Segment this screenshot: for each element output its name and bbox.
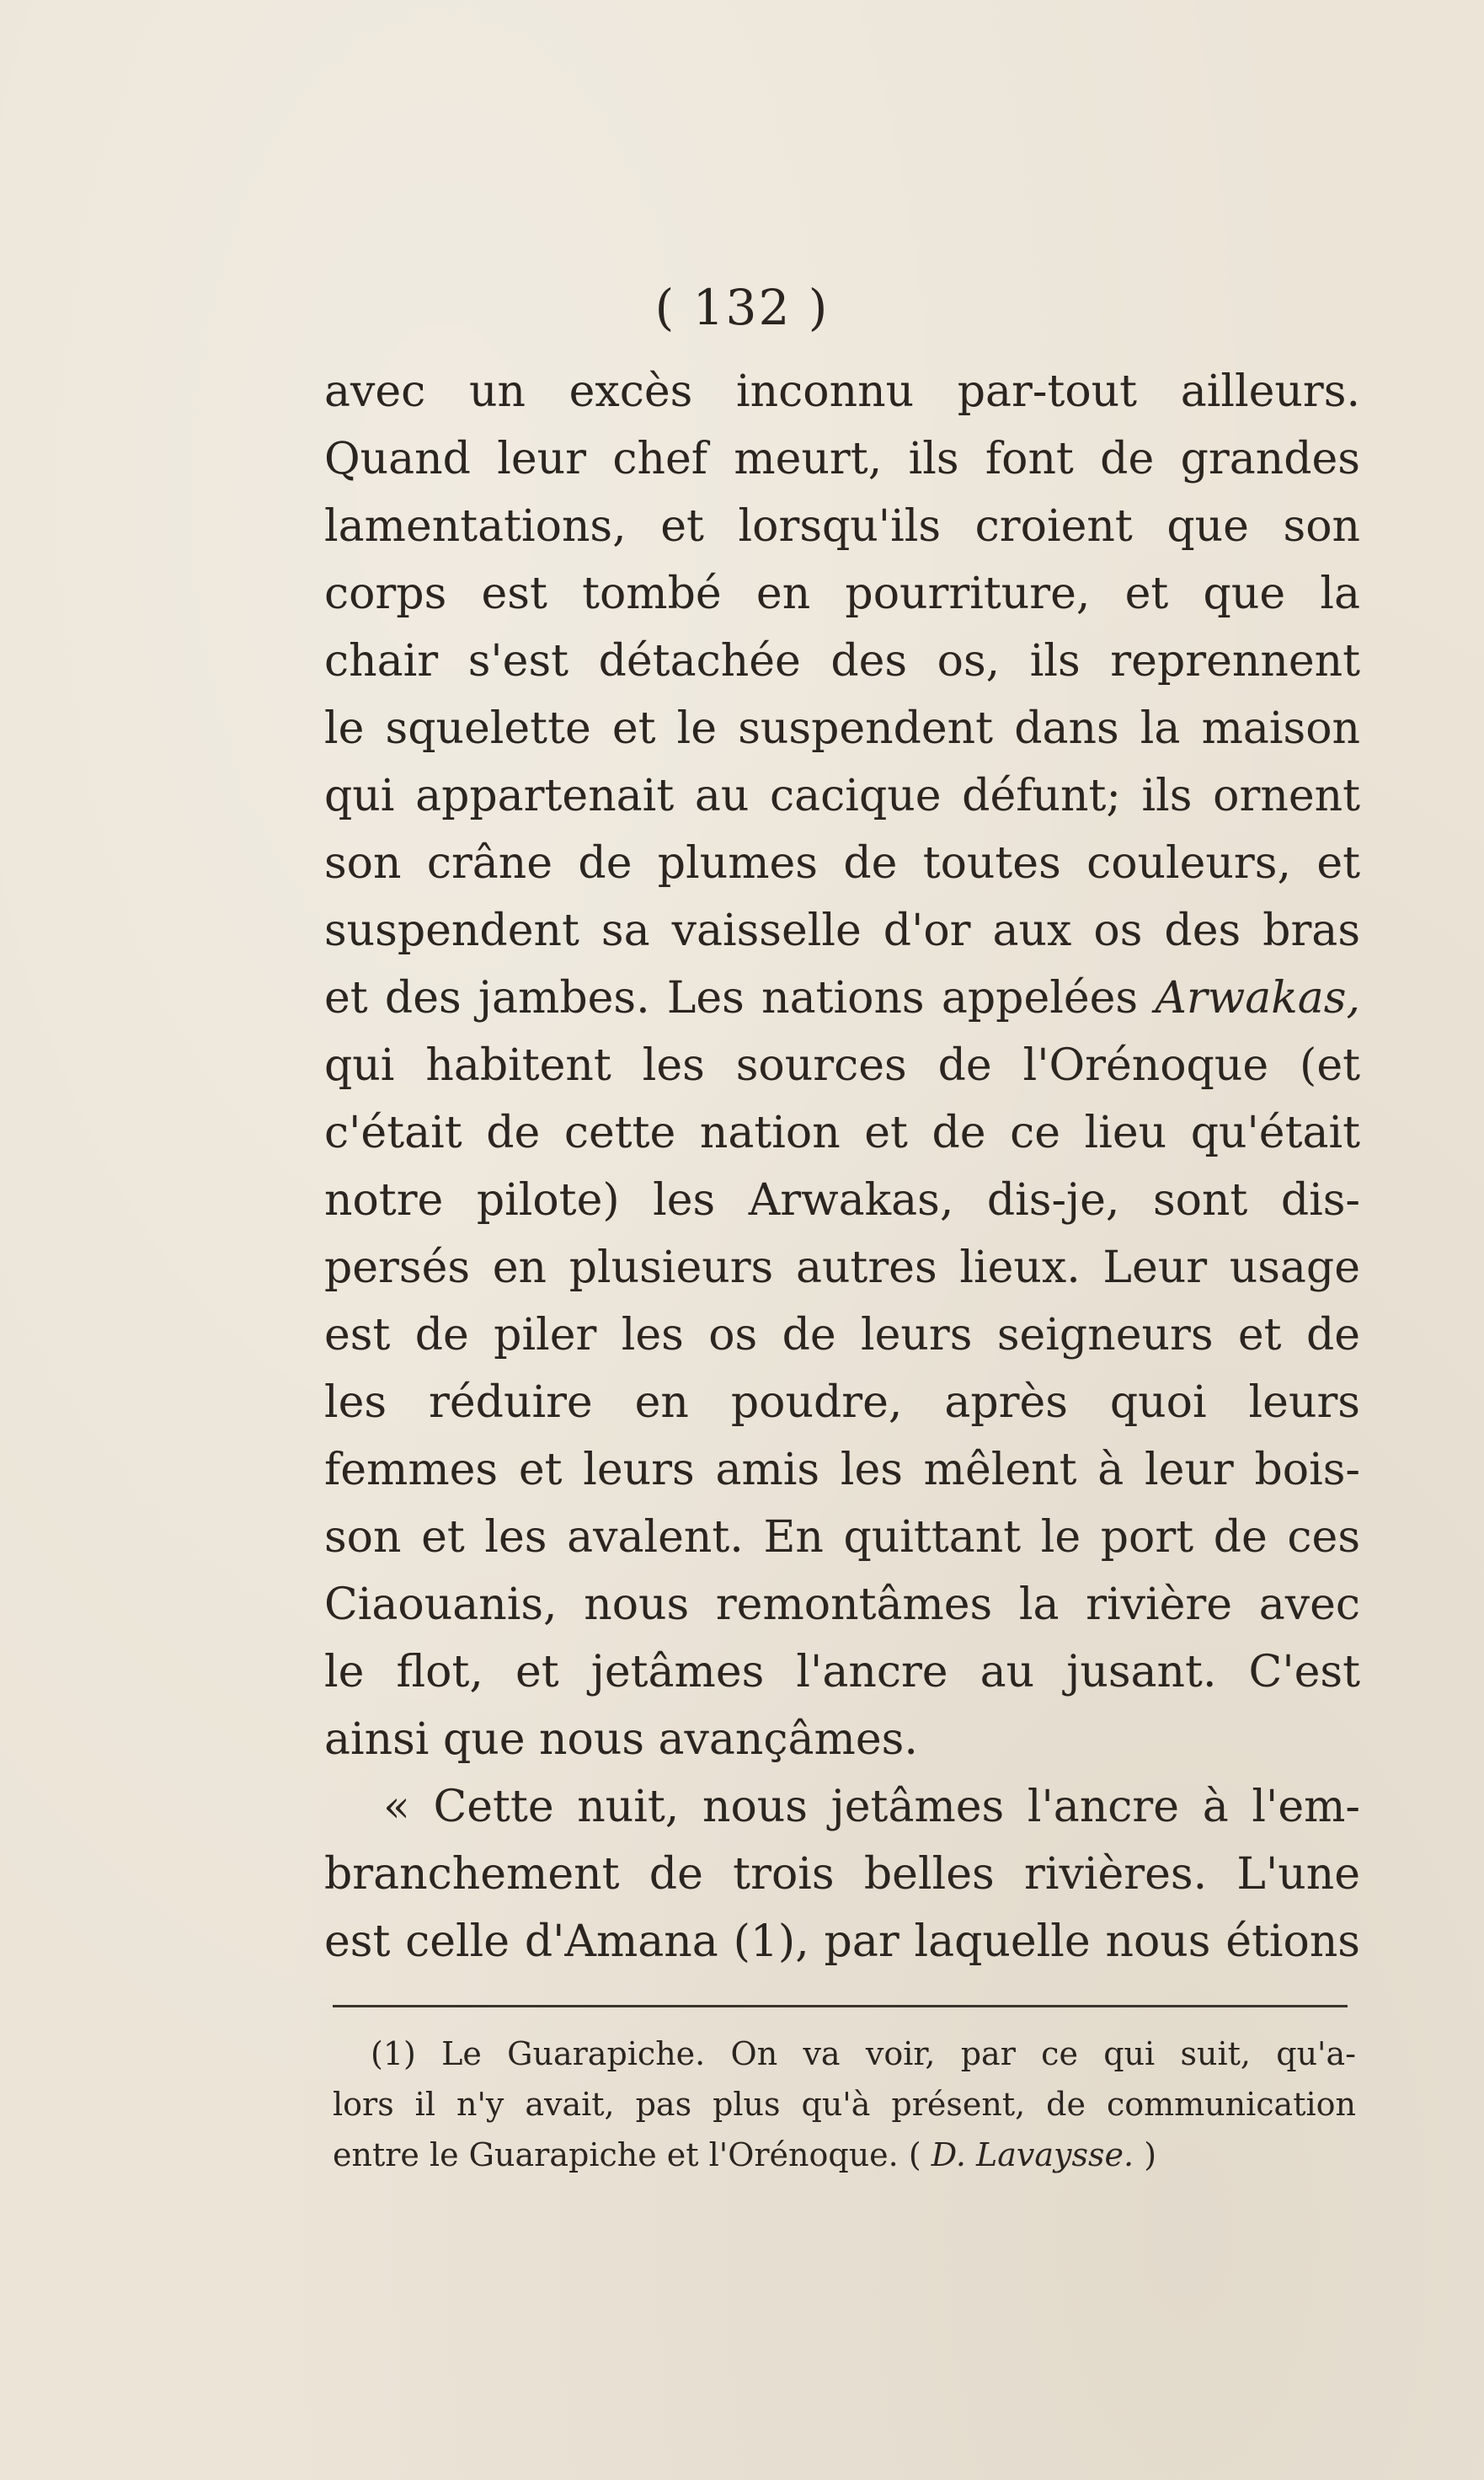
text-line: c'était de cette nation et de ce lieu qu'était — [324, 1108, 1360, 1158]
text-line: est celle d'Amana (1), par laquelle nous étions — [324, 1916, 1360, 1967]
text-line: le flot, et jetâmes l'ancre au jusant. C'est — [324, 1647, 1360, 1697]
text-line: femmes et leurs amis les mêlent à leur bois- — [324, 1445, 1360, 1495]
text-line: son et les avalent. En quittant le port de ces — [324, 1512, 1360, 1563]
footnote-divider — [333, 2005, 1348, 2007]
text-line: qui appartenait au cacique défunt; ils ornent — [324, 771, 1360, 821]
text-line: avec un excès inconnu par-tout ailleurs. — [324, 366, 1360, 417]
text-line: « Cette nuit, nous jetâmes l'ancre à l'em- — [383, 1782, 1360, 1832]
text-line: persés en plusieurs autres lieux. Leur usage — [324, 1243, 1360, 1293]
footnote-line: lors il n'y avait, pas plus qu'à présent, de communication — [333, 2086, 1356, 2123]
body-text — [324, 358, 1360, 1975]
text-line: suspendent sa vaisselle d'or aux os des bras — [324, 906, 1360, 956]
footnote — [333, 2028, 1356, 2180]
italic-term-arwakas: Arwakas, — [1155, 973, 1361, 1024]
text-segment: entre le Guarapiche et l'Orénoque. ( — [333, 2136, 921, 2173]
text-line: lamentations, et lorsqu'ils croient que son — [324, 501, 1360, 552]
text-line: chair s'est détachée des os, ils reprennent — [324, 636, 1360, 687]
text-line: corps est tombé en pourriture, et que la — [324, 569, 1360, 619]
text-line: notre pilote) les Arwakas, dis-je, sont dis- — [324, 1175, 1360, 1226]
text-line: est de piler les os de leurs seigneurs et de — [324, 1310, 1360, 1360]
text-line: branchement de trois belles rivières. L'une — [324, 1849, 1360, 1900]
text-line: le squelette et le suspendent dans la maison — [324, 703, 1360, 754]
text-line: les réduire en poudre, après quoi leurs — [324, 1377, 1360, 1428]
text-segment: ) — [1144, 2136, 1157, 2173]
text-line: Ciaouanis, nous remontâmes la rivière avec — [324, 1579, 1360, 1630]
text-line: qui habitent les sources de l'Orénoque (et — [324, 1040, 1360, 1091]
text-line: ainsi que nous avançâmes. — [324, 1714, 918, 1765]
italic-author: D. Lavaysse. — [931, 2136, 1134, 2173]
footnote-line-with-italic — [333, 2130, 1356, 2180]
text-line: Quand leur chef meurt, ils font de grandes — [324, 434, 1360, 484]
footnote-line: (1) Le Guarapiche. On va voir, par ce qui suit, qu'a- — [371, 2035, 1356, 2072]
text-line-with-italic — [324, 965, 1360, 1032]
page-number: ( 132 ) — [654, 279, 830, 336]
text-segment: et des jambes. Les nations appelées — [324, 973, 1139, 1024]
text-line: son crâne de plumes de toutes couleurs, et — [324, 838, 1360, 889]
